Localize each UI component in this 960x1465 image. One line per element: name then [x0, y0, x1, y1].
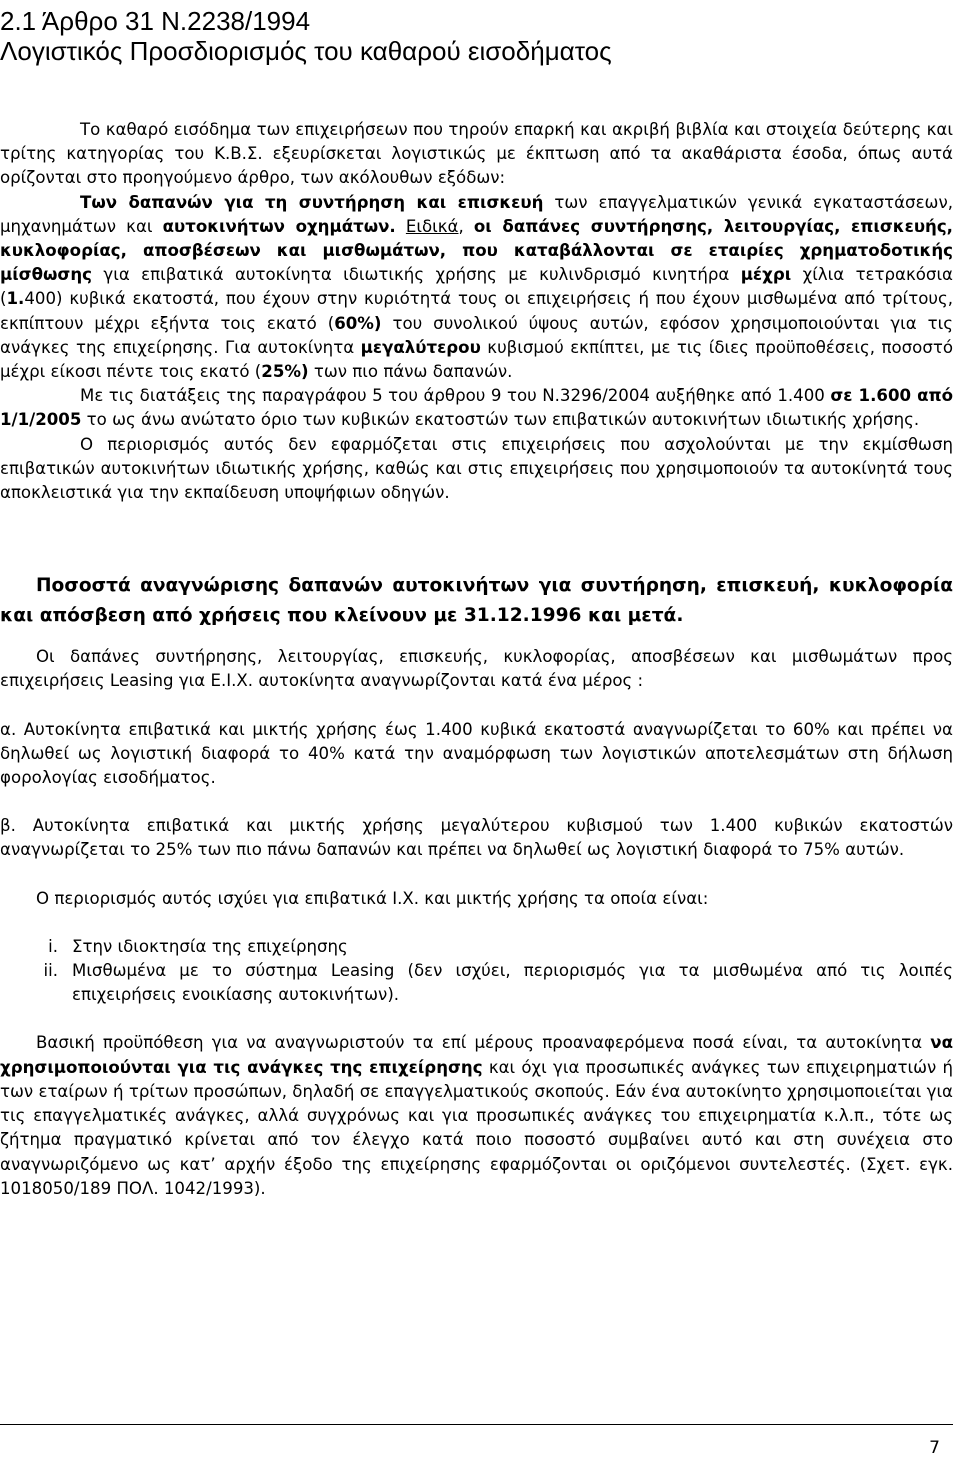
paragraph-law-3296	[0, 384, 953, 432]
bold-text: να χρησιμοποιούνται για τις ανάγκες της επιχείρησης	[0, 1033, 953, 1077]
bold-text: 1.	[6, 289, 25, 309]
paragraph-expenses	[0, 191, 953, 385]
underlined-text: Ειδικά	[405, 216, 459, 236]
paragraph-restriction: Ο περιορισμός αυτός ισχύει για επιβατικά Ι.Χ. και μικτής χρήσης τα οποία είναι:	[36, 888, 709, 908]
section-number-heading: 2.1 Άρθρο 31 Ν.2238/1994	[0, 6, 311, 36]
document-body	[0, 118, 953, 1201]
bold-text: αυτοκινήτων οχημάτων.	[162, 216, 396, 236]
list-marker: ii.	[43, 961, 58, 981]
bold-text: μεγαλύτερου	[360, 337, 481, 357]
list-item	[0, 959, 953, 1007]
text-run: των πιο πάνω δαπανών.	[308, 362, 513, 382]
text-run: χίλια τετρακόσια (	[0, 265, 953, 309]
footer-divider	[0, 1424, 953, 1425]
bold-text: μέχρι	[740, 265, 792, 285]
text-run: των επαγγελματικών γενικά εγκαταστάσεων, μηχανημάτων και	[0, 192, 953, 236]
list-item-text: Στην ιδιοκτησία της επιχείρησης	[72, 936, 348, 956]
text-run: και όχι για προσωπικές ανάγκες των επιχειρηματιών ή των εταίρων ή τρίτων προσώπων, δηλαδή σε επαγγελματικούς σκοπούς. Εάν ένα αυτοκίνητο χρησιμοποιείται για τις επαγγελματικές ανάγκες, αλλά συγχρόνως και για προσωπικές ανάγκες του επιχειρηματία κ.λ.π., τότε ως ζήτημα πραγματικό κρίνεται από τον έλεγχο κατά ποιο ποσοστό συμβαίνει αυτό και στη συνέχεια στο αναγνωριζόμενο ως κατ’ αρχήν έξοδο της επιχείρησης εφαρμόζονται οι οριζόμενοι συντελεστές. (Σχετ. εγκ. 1018050/189 ΠΟΛ. 1042/1993).	[0, 1057, 953, 1198]
text-run: του συνολικού ύψους αυτών, εφόσον χρησιμοποιούνται για τις ανάγκες της επιχείρησης. Για αυτοκίνητα	[0, 313, 953, 357]
text-run: 400) κυβικά εκατοστά, που έχουν στην κυριότητά τους οι επιχειρήσεις ή που έχουν μισθωμένα από τρίτους, εκπίπτουν μέχρι εξήντα τοις εκατό (	[0, 289, 953, 333]
list-item	[0, 935, 953, 959]
bold-text: Των δαπανών για τη συντήρηση και επισκευή	[80, 192, 544, 212]
text-run: ,	[458, 216, 474, 236]
paragraph-exemption: Ο περιορισμός αυτός δεν εφαρμόζεται στις επιχειρήσεις που ασχολούνται με την εκμίσθωση επιβατικών αυτοκινήτων ιδιωτικής χρήσης, καθώς και στις επιχειρήσεις που χρησιμοποιούν τα αυτοκίνητά τους αποκλειστικά για την εκπαίδευση υποψήφιων οδηγών.	[0, 434, 953, 503]
item-b-paragraph: β. Αυτοκίνητα επιβατικά και μικτής χρήσης μεγαλύτερου κυβισμού των 1.400 κυβικών εκατοστών αναγνωρίζεται το 25% των πιο πάνω δαπανών και πρέπει να δηλωθεί ως λογιστική διαφορά το 75% αυτών.	[0, 816, 953, 860]
section-title-heading: Λογιστικός Προσδιορισμός του καθαρού εισοδήματος	[0, 36, 612, 66]
text-run: το ως άνω ανώτατο όριο των κυβικών εκατοστών των επιβατικών αυτοκινήτων ιδιωτικής χρήσης.	[81, 410, 920, 430]
paragraph-intro: Οι δαπάνες συντήρησης, λειτουργίας, επισκευής, κυκλοφορίας, αποσβέσεων και μισθωμάτων προς επιχειρήσεις Leasing για Ε.Ι.Χ. αυτοκίνητα αναγνωρίζονται κατά ένα μέρος :	[0, 647, 953, 691]
text-run: Βασική προϋπόθεση για να αναγνωριστούν τα επί μέρους προαναφερόμενα ποσά είναι, τα αυτοκίνητα	[36, 1033, 931, 1053]
bold-text: 25%)	[261, 362, 309, 382]
item-a-paragraph: α. Αυτοκίνητα επιβατικά και μικτής χρήσης έως 1.400 κυβικά εκατοστά αναγνωρίζεται το 60% και πρέπει να δηλωθεί ως λογιστική διαφορά το 40% κατά την αναμόρφωση των λογιστικών αποτελεσμάτων στη δήλωση φορολογίας εισοδήματος.	[0, 719, 953, 788]
bold-text: οι δαπάνες συντήρησης, λειτουργίας, επισκευής, κυκλοφορίας, αποσβέσεων και μισθωμάτων, που καταβάλλονται σε εταιρίες χρηματοδοτικής μίσθωσης	[0, 216, 953, 285]
ownership-list	[0, 935, 953, 1008]
page-number: 7	[929, 1438, 940, 1458]
list-item-text: Μισθωμένα με το σύστημα Leasing (δεν ισχύει, περιορισμός για τα μισθωμένα από τις λοιπές επιχειρήσεις ενοικίασης αυτοκινήτων).	[72, 961, 953, 1005]
bold-text: σε 1.600 από 1/1/2005	[0, 386, 953, 430]
text-run	[396, 217, 406, 236]
text-run: κυβισμού εκπίπτει, με τις ίδιες προϋποθέσεις, ποσοστό μέχρι είκοσι πέντε τοις εκατό (	[0, 337, 953, 382]
paragraph-basic-condition	[0, 1031, 953, 1200]
bold-text: 60%)	[334, 313, 382, 333]
text-run: Με τις διατάξεις της παραγράφου 5 του άρθρου 9 του Ν.3296/2004 αυξήθηκε από 1.400	[80, 386, 831, 406]
text-run: για επιβατικά αυτοκίνητα ιδιωτικής χρήσης με κυλινδρισμό κινητήρα	[92, 265, 741, 285]
paragraph-net-income: Το καθαρό εισόδημα των επιχειρήσεων που τηρούν επαρκή και ακριβή βιβλία και στοιχεία δεύτερης και τρίτης κατηγορίας του Κ.Β.Σ. εξευρίσκεται λογιστικώς με έκπτωση από τα ακαθάριστα έσοδα, όπως αυτά ορίζονται στο προηγούμενο άρθρο, των ακόλουθων εξόδων:	[0, 120, 953, 188]
list-marker: i.	[48, 936, 58, 956]
section-title: Ποσοστά αναγνώρισης δαπανών αυτοκινήτων για συντήρηση, επισκευή, κυκλοφορία και απόσβεση από χρήσεις που κλείνουν με 31.12.1996 και μετά.	[0, 575, 953, 627]
